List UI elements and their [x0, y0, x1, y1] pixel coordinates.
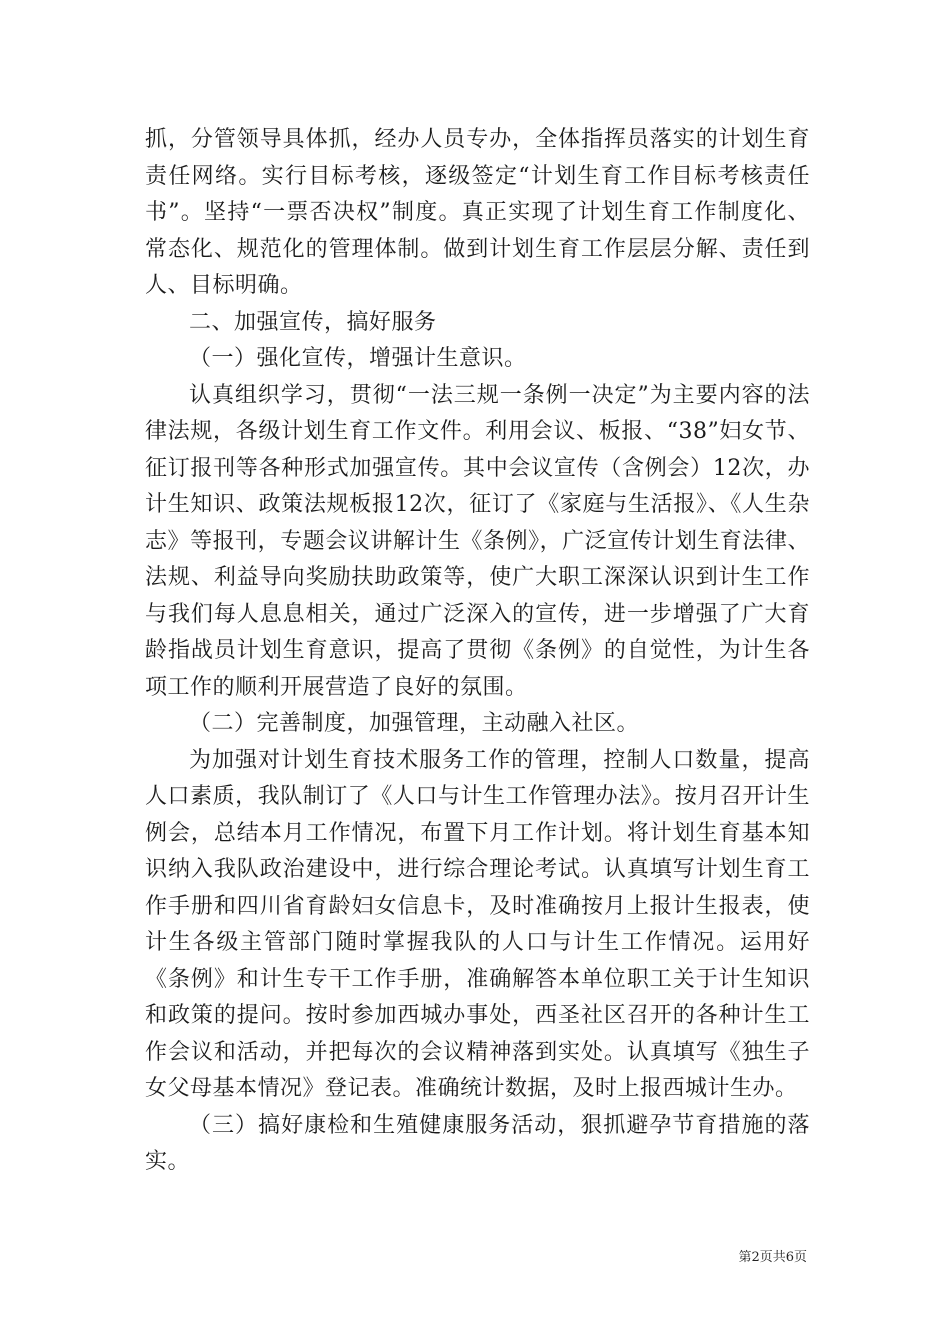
page-number: 第2页共6页: [738, 1250, 807, 1265]
document-page: [145, 122, 810, 1181]
body-paragraph: 认真组织学习，贯彻“一法三规一条例一决定”为主要内容的法律法规，各级计划生育工作文件。利用会议、板报、“38”妇女节、征订报刊等各种形式加强宣传。其中会议宣传（含例会）12次，办计生知识、政策法规板报12次，征订了《家庭与生活报》、《人生杂志》等报刊，专题会议讲解计生《条例》，广泛宣传计划生育法律、法规、利益导向奖励扶助政策等，使广大职工深深认识到计生工作与我们每人息息相关，通过广泛深入的宣传，进一步增强了广大育龄指战员计划生育意识，提高了贯彻《条例》的自觉性，为计生各项工作的顺利开展营造了良好的氛围。: [145, 382, 810, 700]
subsection-heading: （一）强化宣传，增强计生意识。: [189, 346, 527, 371]
subsection-heading: （二）完善制度，加强管理，主动融入社区。: [189, 711, 640, 736]
body-paragraph: 为加强对计划生育技术服务工作的管理，控制人口数量，提高人口素质，我队制订了《人口与计生工作管理办法》。按月召开计生例会，总结本月工作情况，布置下月工作计划。将计划生育基本知识纳入我队政治建设中，进行综合理论考试。认真填写计划生育工作手册和四川省育龄妇女信息卡，及时准确按月上报计生报表，使计生各级主管部门随时掌握我队的人口与计生工作情况。运用好《条例》和计生专干工作手册，准确解答本单位职工关于计生知识和政策的提问。按时参加西城办事处，西圣社区召开的各种计生工作会议和活动，并把每次的会议精神落到实处。认真填写《独生子女父母基本情况》登记表。准确统计数据，及时上报西城计生办。: [145, 747, 810, 1101]
section-heading: 二、加强宣传，搞好服务: [189, 309, 437, 335]
paragraph-continued: 抓，分管领导具体抓，经办人员专办，全体指挥员落实的计划生育责任网络。实行目标考核，逐级签定“计划生育工作目标考核责任书”。坚持“一票否决权”制度。真正实现了计划生育工作制度化、常态化、规范化的管理体制。做到计划生育工作层层分解、责任到人、目标明确。: [145, 127, 810, 298]
subsection-heading: （三）搞好康检和生殖健康服务活动，狠抓避孕节育措施的落实。: [145, 1112, 810, 1174]
